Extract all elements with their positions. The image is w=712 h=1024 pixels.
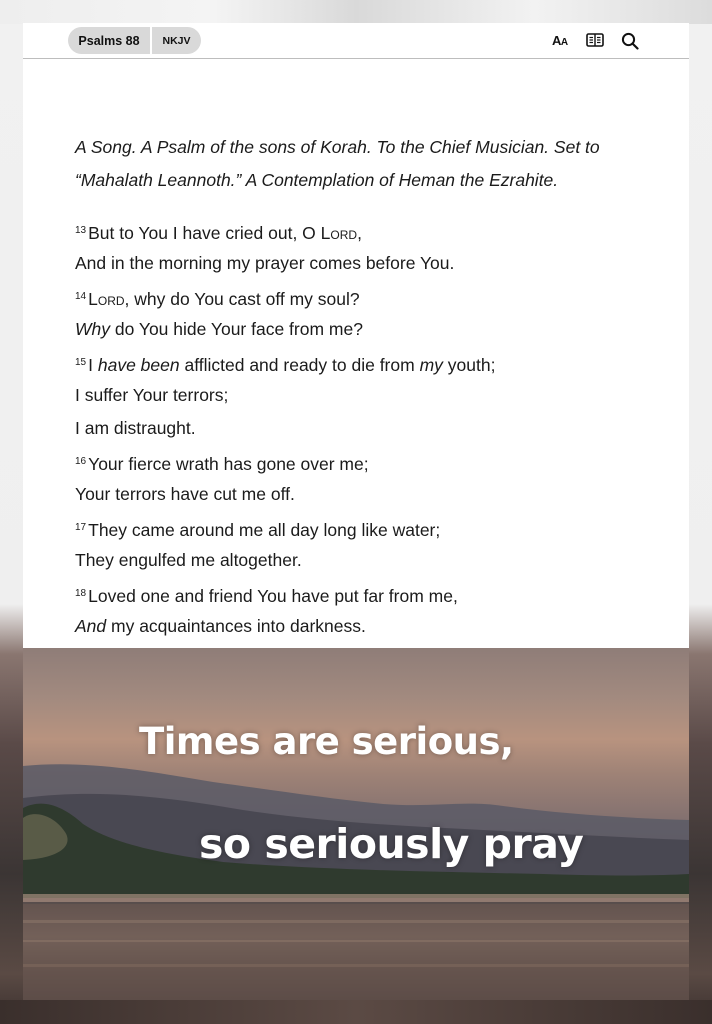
verse-number: 15 xyxy=(75,357,87,368)
verse-13[interactable] xyxy=(75,214,655,247)
sunset-lake-photo xyxy=(23,648,689,1000)
reader-toolbar xyxy=(23,23,689,59)
superscription-line-2: “Mahalath Leannoth.” A Contemplation of Heman the Ezrahite. xyxy=(75,170,559,190)
verse-17-continued[interactable]: They engulfed me altogether. xyxy=(75,550,302,570)
verse-number: 16 xyxy=(75,456,87,467)
verse-text: Loved one and friend You have put far from me, xyxy=(88,586,458,606)
overlay-text-line-2: so seriously pray xyxy=(199,820,584,868)
verse-15-continued-2[interactable]: I am distraught. xyxy=(75,418,196,438)
verse-number: 18 xyxy=(75,588,87,599)
font-size-label-small: A xyxy=(560,37,568,48)
reference-pill xyxy=(68,27,201,54)
font-size-icon[interactable] xyxy=(552,33,568,48)
verse-text: , xyxy=(357,223,362,243)
verse-15-continued-1[interactable]: I suffer Your terrors; xyxy=(75,385,229,405)
parallel-view-icon[interactable] xyxy=(586,33,604,47)
verse-text-italic: And xyxy=(75,616,107,636)
verse-text-smallcaps: Lord xyxy=(88,289,125,309)
book-chapter-button[interactable]: Psalms 88 xyxy=(68,27,152,54)
verse-15[interactable] xyxy=(75,346,655,379)
blurred-backdrop-top xyxy=(0,0,712,24)
verse-text: Your fierce wrath has gone over me; xyxy=(88,454,369,474)
verse-13-continued[interactable]: And in the morning my prayer comes before You. xyxy=(75,253,455,273)
verse-14[interactable] xyxy=(75,280,655,313)
verse-text: youth; xyxy=(442,355,496,375)
verse-17[interactable] xyxy=(75,511,655,544)
version-button[interactable]: NKJV xyxy=(162,34,191,47)
verse-text-italic: my xyxy=(419,355,443,375)
blurred-backdrop-right xyxy=(689,24,712,1024)
verse-18[interactable] xyxy=(75,577,655,610)
chapter-text xyxy=(75,131,655,643)
verse-text-smallcaps: Lord xyxy=(320,223,358,243)
verse-text: afflicted and ready to die from xyxy=(179,355,420,375)
verse-number: 13 xyxy=(75,225,87,236)
verse-text: , why do You cast off my soul? xyxy=(124,289,360,309)
verse-text-italic: Why xyxy=(75,319,110,339)
verse-text: I xyxy=(88,355,98,375)
verse-18-continued[interactable] xyxy=(75,610,655,643)
blurred-backdrop-bottom xyxy=(0,1000,712,1024)
search-icon[interactable] xyxy=(621,32,639,50)
verse-16-continued[interactable]: Your terrors have cut me off. xyxy=(75,484,295,504)
verse-number: 17 xyxy=(75,522,87,533)
blurred-backdrop-left xyxy=(0,24,23,1024)
verse-text: my acquaintances into darkness. xyxy=(106,616,366,636)
verse-text: They came around me all day long like water; xyxy=(88,520,441,540)
superscription-line-1: A Song. A Psalm of the sons of Korah. To the Chief Musician. Set to xyxy=(75,137,600,157)
font-size-label-big: A xyxy=(552,33,561,48)
verse-16[interactable] xyxy=(75,445,655,478)
verse-text: do You hide Your face from me? xyxy=(110,319,363,339)
verse-text-italic: have been xyxy=(97,355,180,375)
bible-reader-app xyxy=(23,23,689,648)
verse-14-continued[interactable] xyxy=(75,313,655,346)
verse-text: But to You I have cried out, O xyxy=(88,223,321,243)
overlay-text-line-1: Times are serious, xyxy=(139,720,514,763)
verse-number: 14 xyxy=(75,291,87,302)
psalm-superscription xyxy=(75,131,655,197)
